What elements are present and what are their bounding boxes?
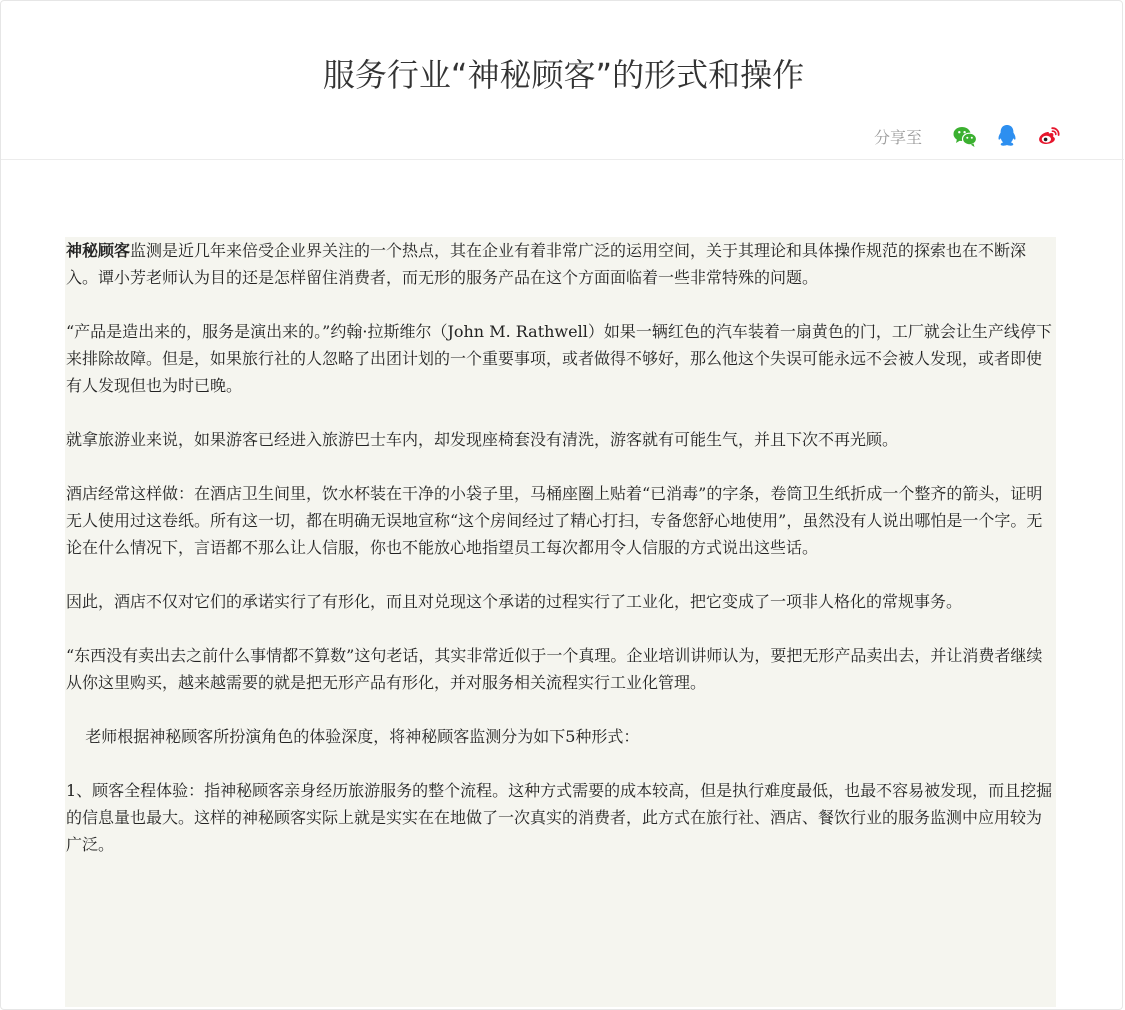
lead-paragraph [65,237,1056,291]
lead-text: 监测是近几年来倍受企业界关注的一个热点，其在企业有着非常广泛的运用空间，关于其理论和具体操作规范的探索也在不断深入。谭小芳老师认为目的还是怎样留住消费者，而无形的服务产品在这个方面面临着一些非常特殊的问题。 [66,241,1027,287]
wechat-icon[interactable] [952,123,978,149]
weibo-icon[interactable] [1036,123,1062,149]
article-title: 服务行业“神秘顾客”的形式和操作 [322,56,805,94]
lead-keyword: 神秘顾客 [66,241,131,260]
paragraph: 就拿旅游业来说，如果游客已经进入旅游巴士车内，却发现座椅套没有清洗，游客就有可能生气，并且下次不再光顾。 [66,430,899,449]
paragraph: 因此，酒店不仅对它们的承诺实行了有形化，而且对兑现这个承诺的过程实行了工业化，把它变成了一项非人格化的常规事务。 [66,592,963,611]
paragraph: “产品是造出来的，服务是演出来的。”约翰·拉斯维尔（John M. Rathwell）如果一辆红色的汽车装着一扇黄色的门，工厂就会让生产线停下来排除故障。但是，如果旅行社的人忽略了出团计划的一个重要事项，或者做得不够好，那么他这个失误可能永远不会被人发现，或者即使有人发现但也为时已晚。 [66,322,1052,395]
paragraph: “东西没有卖出去之前什么事情都不算数”这句老话，其实非常近似于一个真理。企业培训讲师认为，要把无形产品卖出去，并让消费者继续从你这里购买，越来越需要的就是把无形产品有形化，并对服务相关流程实行工业化管理。 [66,646,1043,692]
qq-icon[interactable] [994,123,1020,149]
paragraph: 1、顾客全程体验：指神秘顾客亲身经历旅游服务的整个流程。这种方式需要的成本较高，但是执行难度最低，也最不容易被发现，而且挖掘的信息量也最大。这样的神秘顾客实际上就是实实在在地做了一次真实的消费者，此方式在旅行社、酒店、餐饮行业的服务监测中应用较为广泛。 [66,781,1053,854]
paragraph: 老师根据神秘顾客所扮演角色的体验深度，将神秘顾客监测分为如下5种形式： [85,727,640,746]
share-bar [874,121,1062,151]
paragraph: 酒店经常这样做：在酒店卫生间里，饮水杯装在干净的小袋子里，马桶座圈上贴着“已消毒”的字条，卷筒卫生纸折成一个整齐的箭头，证明无人使用过这卷纸。所有这一切，都在明确无误地宣称“这个房间经过了精心打扫，专备您舒心地使用”，虽然没有人说出哪怕是一个字。无论在什么情况下，言语都不那么让人信服，你也不能放心地指望员工每次都用令人信服的方式说出这些话。 [66,484,1043,557]
article-header [1,1,1124,160]
article-body [65,237,1056,1007]
share-label: 分享至 [873,127,922,147]
